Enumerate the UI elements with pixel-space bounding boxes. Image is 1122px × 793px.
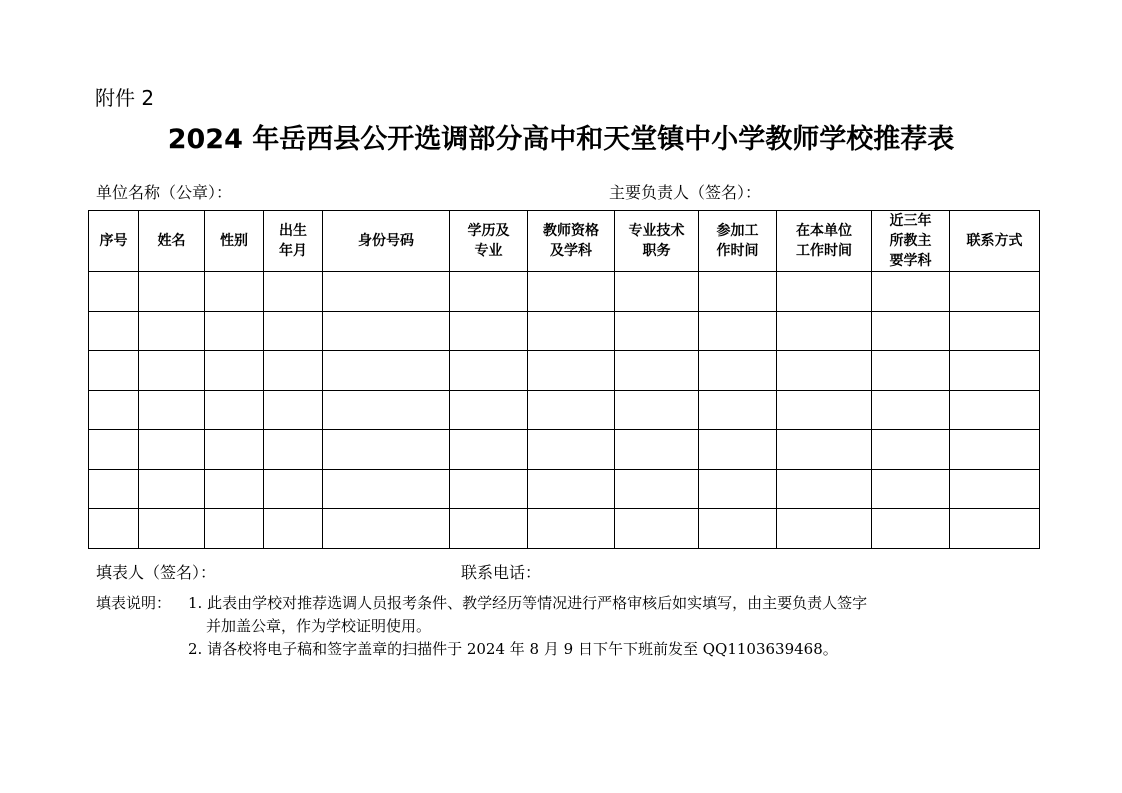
table-cell[interactable] <box>89 351 139 391</box>
table-cell[interactable] <box>450 469 528 509</box>
table-cell[interactable] <box>323 509 450 549</box>
table-cell[interactable] <box>323 390 450 430</box>
table-header-row <box>89 211 1040 272</box>
table-cell[interactable] <box>264 311 323 351</box>
header-birth: 出生 年月 <box>264 211 323 272</box>
table-cell[interactable] <box>205 311 264 351</box>
table-cell[interactable] <box>950 351 1040 391</box>
header-teacher-qualification: 教师资格 及学科 <box>528 211 615 272</box>
table-cell[interactable] <box>89 390 139 430</box>
table-cell[interactable] <box>89 311 139 351</box>
header-education: 学历及 专业 <box>450 211 528 272</box>
table-row <box>89 272 1040 312</box>
table-cell[interactable] <box>89 272 139 312</box>
table-cell[interactable] <box>872 469 950 509</box>
table-cell[interactable] <box>139 509 205 549</box>
attachment-label: 附件 2 <box>95 86 155 110</box>
table-cell[interactable] <box>205 272 264 312</box>
table-cell[interactable] <box>699 272 777 312</box>
instruction-item-1-continued: 并加盖公章，作为学校证明使用。 <box>206 617 432 635</box>
table-cell[interactable] <box>450 509 528 549</box>
table-cell[interactable] <box>615 272 699 312</box>
table-cell[interactable] <box>323 469 450 509</box>
table-cell[interactable] <box>699 430 777 470</box>
table-cell[interactable] <box>450 311 528 351</box>
table-cell[interactable] <box>777 430 872 470</box>
table-cell[interactable] <box>872 390 950 430</box>
table-cell[interactable] <box>950 469 1040 509</box>
page-title: 2024 年岳西县公开选调部分高中和天堂镇中小学教师学校推荐表 <box>167 124 955 155</box>
table-cell[interactable] <box>450 272 528 312</box>
header-work-start: 参加工 作时间 <box>699 211 777 272</box>
table-row <box>89 351 1040 391</box>
table-cell[interactable] <box>777 351 872 391</box>
recommendation-table <box>88 210 1040 549</box>
table-cell[interactable] <box>264 272 323 312</box>
table-cell[interactable] <box>89 430 139 470</box>
table-cell[interactable] <box>872 311 950 351</box>
table-cell[interactable] <box>950 311 1040 351</box>
table-cell[interactable] <box>777 509 872 549</box>
table-cell[interactable] <box>450 390 528 430</box>
table-cell[interactable] <box>528 351 615 391</box>
table-cell[interactable] <box>615 430 699 470</box>
table-cell[interactable] <box>950 430 1040 470</box>
table-cell[interactable] <box>139 390 205 430</box>
table-cell[interactable] <box>139 351 205 391</box>
table-cell[interactable] <box>615 469 699 509</box>
table-row <box>89 469 1040 509</box>
table-cell[interactable] <box>699 390 777 430</box>
table-cell[interactable] <box>950 272 1040 312</box>
header-id-number: 身份号码 <box>323 211 450 272</box>
header-contact: 联系方式 <box>950 211 1040 272</box>
table-cell[interactable] <box>450 430 528 470</box>
table-cell[interactable] <box>699 351 777 391</box>
table-cell[interactable] <box>699 509 777 549</box>
table-cell[interactable] <box>872 351 950 391</box>
table-cell[interactable] <box>139 469 205 509</box>
table-cell[interactable] <box>139 272 205 312</box>
instruction-item-2: 2. 请各校将电子稿和签字盖章的扫描件于 2024 年 8 月 9 日下午下班前发至 QQ1103639468。 <box>188 640 838 658</box>
table-cell[interactable] <box>264 351 323 391</box>
table-cell[interactable] <box>777 469 872 509</box>
instruction-item-1: 1. 此表由学校对推荐选调人员报考条件、教学经历等情况进行严格审核后如实填写，由主要负责人签字 <box>188 594 868 612</box>
table-cell[interactable] <box>950 509 1040 549</box>
table-cell[interactable] <box>323 272 450 312</box>
table-cell[interactable] <box>528 272 615 312</box>
table-cell[interactable] <box>450 351 528 391</box>
table-cell[interactable] <box>615 311 699 351</box>
table-cell[interactable] <box>205 430 264 470</box>
table-cell[interactable] <box>205 509 264 549</box>
table-cell[interactable] <box>323 311 450 351</box>
instructions-label: 填表说明： <box>96 594 172 612</box>
table-cell[interactable] <box>205 351 264 391</box>
table-cell[interactable] <box>615 390 699 430</box>
table-cell[interactable] <box>777 272 872 312</box>
table-cell[interactable] <box>205 390 264 430</box>
unit-name-label: 单位名称（公章）： <box>96 183 233 202</box>
instructions <box>96 592 868 658</box>
table-cell[interactable] <box>528 311 615 351</box>
header-professional-title: 专业技术 职务 <box>615 211 699 272</box>
table-body <box>89 272 1040 549</box>
header-gender: 性别 <box>205 211 264 272</box>
table-cell[interactable] <box>615 509 699 549</box>
table-cell[interactable] <box>777 390 872 430</box>
table-cell[interactable] <box>89 509 139 549</box>
table-cell[interactable] <box>139 311 205 351</box>
table-cell[interactable] <box>872 272 950 312</box>
table-cell[interactable] <box>872 509 950 549</box>
table-cell[interactable] <box>699 469 777 509</box>
table-cell[interactable] <box>323 351 450 391</box>
filler-signature-label: 填表人（签名）： <box>96 563 217 582</box>
table-cell[interactable] <box>699 311 777 351</box>
table-cell[interactable] <box>89 469 139 509</box>
table-cell[interactable] <box>950 390 1040 430</box>
table-cell[interactable] <box>777 311 872 351</box>
principal-signature-label: 主要负责人（签名）： <box>609 183 762 202</box>
table-row <box>89 430 1040 470</box>
table-cell[interactable] <box>323 430 450 470</box>
table-cell[interactable] <box>528 509 615 549</box>
table-cell[interactable] <box>205 469 264 509</box>
table-cell[interactable] <box>872 430 950 470</box>
header-subjects: 近三年 所教主 要学科 <box>872 211 950 272</box>
table-cell[interactable] <box>264 469 323 509</box>
table-row <box>89 509 1040 549</box>
table-cell[interactable] <box>528 390 615 430</box>
header-index: 序号 <box>89 211 139 272</box>
table-cell[interactable] <box>264 390 323 430</box>
table-cell[interactable] <box>264 430 323 470</box>
table-row <box>89 390 1040 430</box>
table-cell[interactable] <box>615 351 699 391</box>
header-name: 姓名 <box>139 211 205 272</box>
table-cell[interactable] <box>139 430 205 470</box>
table-cell[interactable] <box>264 509 323 549</box>
phone-label: 联系电话： <box>461 563 542 582</box>
table-cell[interactable] <box>528 469 615 509</box>
table-cell[interactable] <box>528 430 615 470</box>
table-row <box>89 311 1040 351</box>
header-work-at-unit: 在本单位 工作时间 <box>777 211 872 272</box>
